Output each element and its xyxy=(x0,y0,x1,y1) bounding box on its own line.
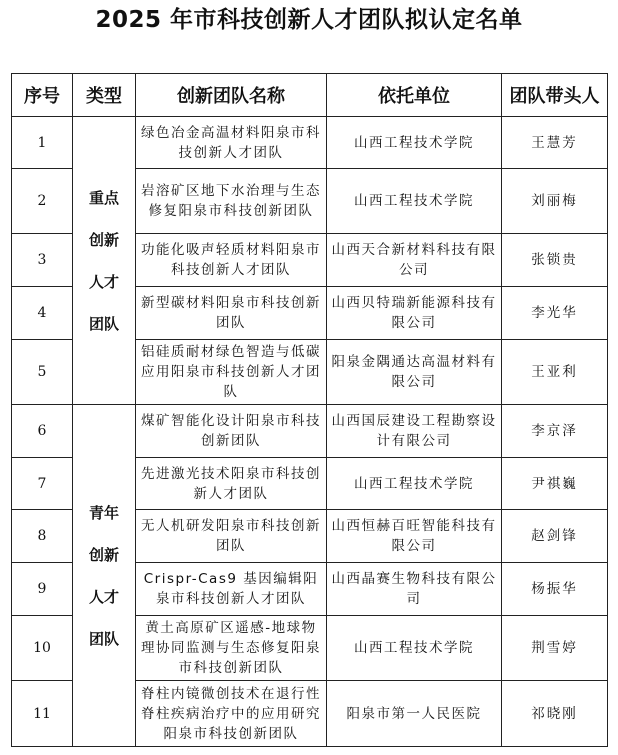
team-name: 煤矿智能化设计阳泉市科技创新团队 xyxy=(136,405,327,458)
team-name: 先进激光技术阳泉市科技创新人才团队 xyxy=(136,458,327,510)
row-number: 5 xyxy=(12,340,73,405)
header-no: 序号 xyxy=(12,74,73,117)
table-header-row xyxy=(12,74,608,117)
header-unit: 依托单位 xyxy=(327,74,502,117)
row-number: 3 xyxy=(12,234,73,287)
type-text: 团队 xyxy=(88,629,119,648)
team-name: 绿色冶金高温材料阳泉市科技创新人才团队 xyxy=(136,117,327,169)
row-number: 4 xyxy=(12,287,73,340)
page-title: 2025 年市科技创新人才团队拟认定名单 xyxy=(95,7,523,33)
type-text: 重点 xyxy=(88,188,119,207)
type-text: 人才 xyxy=(88,272,119,291)
host-unit: 山西天合新材料科技有限公司 xyxy=(327,234,502,287)
header-type: 类型 xyxy=(73,74,136,117)
row-number: 9 xyxy=(12,563,73,616)
host-unit: 阳泉市第一人民医院 xyxy=(327,681,502,747)
team-name: 新型碳材料阳泉市科技创新团队 xyxy=(136,287,327,340)
team-leader: 尹祺巍 xyxy=(502,458,608,510)
team-name: 功能化吸声轻质材料阳泉市科技创新人才团队 xyxy=(136,234,327,287)
team-leader: 刘丽梅 xyxy=(502,169,608,234)
row-number: 10 xyxy=(12,616,73,681)
host-unit: 山西恒赫百旺智能科技有限公司 xyxy=(327,510,502,563)
type-text: 团队 xyxy=(88,314,119,333)
type-cell-youth xyxy=(73,405,136,747)
team-leader: 李京泽 xyxy=(502,405,608,458)
team-list-table xyxy=(11,73,608,747)
row-number: 2 xyxy=(12,169,73,234)
team-name: 无人机研发阳泉市科技创新团队 xyxy=(136,510,327,563)
team-name: Crispr-Cas9 基因编辑阳泉市科技创新人才团队 xyxy=(136,563,327,616)
host-unit: 山西工程技术学院 xyxy=(327,169,502,234)
host-unit: 山西工程技术学院 xyxy=(327,458,502,510)
type-text: 创新 xyxy=(88,230,119,249)
header-team: 创新团队名称 xyxy=(136,74,327,117)
team-leader: 杨振华 xyxy=(502,563,608,616)
row-number: 1 xyxy=(12,117,73,169)
table-row xyxy=(12,117,608,169)
team-name: 脊柱内镜微创技术在退行性脊柱疾病治疗中的应用研究阳泉市科技创新团队 xyxy=(136,681,327,747)
team-leader: 荆雪婷 xyxy=(502,616,608,681)
row-number: 6 xyxy=(12,405,73,458)
team-leader: 张锁贵 xyxy=(502,234,608,287)
team-name: 岩溶矿区地下水治理与生态修复阳泉市科技创新团队 xyxy=(136,169,327,234)
team-leader: 赵剑锋 xyxy=(502,510,608,563)
header-leader: 团队带头人 xyxy=(502,74,608,117)
type-text: 人才 xyxy=(88,587,119,606)
host-unit: 山西国辰建设工程勘察设计有限公司 xyxy=(327,405,502,458)
team-leader: 王慧芳 xyxy=(502,117,608,169)
team-leader: 王亚利 xyxy=(502,340,608,405)
table-row xyxy=(12,405,608,458)
row-number: 7 xyxy=(12,458,73,510)
team-leader: 李光华 xyxy=(502,287,608,340)
host-unit: 山西贝特瑞新能源科技有限公司 xyxy=(327,287,502,340)
team-name: 铝硅质耐材绿色智造与低碳应用阳泉市科技创新人才团队 xyxy=(136,340,327,405)
type-text: 青年 xyxy=(88,503,119,522)
team-name: 黄土高原矿区遥感-地球物理协同监测与生态修复阳泉市科技创新团队 xyxy=(136,616,327,681)
team-leader: 祁晓刚 xyxy=(502,681,608,747)
host-unit: 阳泉金隅通达高温材料有限公司 xyxy=(327,340,502,405)
type-text: 创新 xyxy=(88,545,119,564)
host-unit: 山西工程技术学院 xyxy=(327,117,502,169)
host-unit: 山西工程技术学院 xyxy=(327,616,502,681)
type-cell-key xyxy=(73,117,136,405)
row-number: 11 xyxy=(12,681,73,747)
host-unit: 山西晶赛生物科技有限公司 xyxy=(327,563,502,616)
row-number: 8 xyxy=(12,510,73,563)
